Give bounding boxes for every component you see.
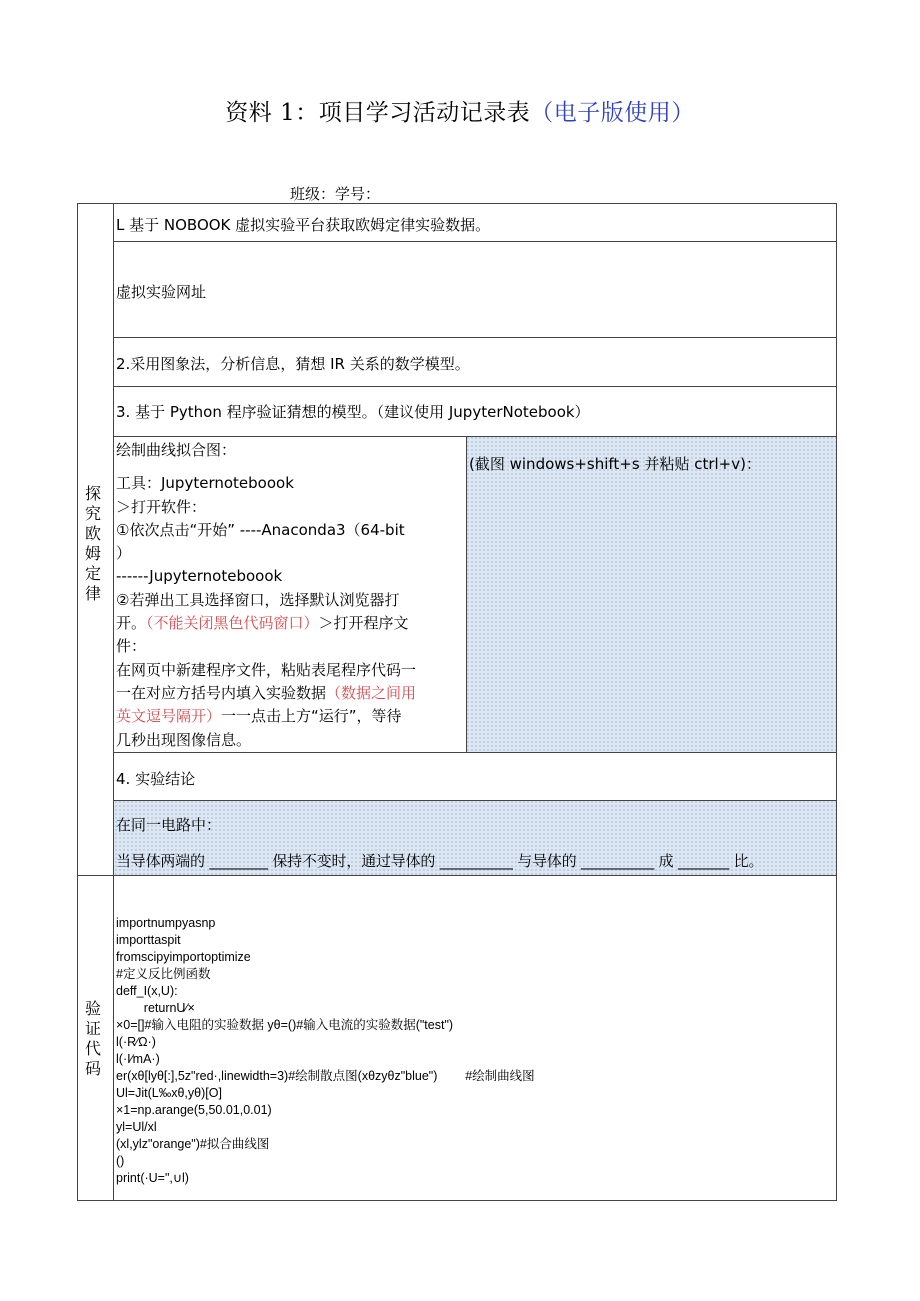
title-main: 资料 1：项目学习活动记录表 [225, 100, 531, 126]
code-line: importtaspit [116, 933, 181, 947]
instr-line-2: 工具：Jupyternoteboook [116, 474, 294, 493]
code-line: returnU∕× [116, 1001, 195, 1015]
code-line: fromscipyimportoptimize [116, 950, 251, 964]
instr-line-3: ＞打开软件： [116, 497, 207, 516]
instructions-block [116, 439, 466, 751]
code-line: ×0=[]#输入电阻的实验数据 yθ=()#输入电流的实验数据("test") [116, 1018, 454, 1032]
instr-line-8c: ＞打开程序文 [318, 614, 409, 633]
instr-line-7: ②若弹出工具选择窗口，选择默认浏览器打 [116, 590, 400, 609]
class-id-line: 班级：学号： [290, 185, 381, 203]
section-label-explore-text: 探究欧姆定律 [84, 484, 101, 603]
code-line: er(xθ[lyθ[:],5z"red·,linewidth=3)#绘制散点图(xθzyθz"blue") #绘制曲线图 [116, 1069, 535, 1083]
instr-line-11a: 一在对应方括号内填入实验数据 [116, 683, 327, 702]
code-line: importnumpyasnp [116, 916, 216, 930]
instr-line-6: ------Jupyternoteboook [116, 567, 283, 586]
instr-line-9: 件： [116, 637, 147, 656]
section-label-explore [81, 484, 105, 604]
instr-line-8a: 开。 [116, 614, 147, 633]
instr-line-12-note: 英文逗号隔开） [116, 707, 222, 726]
instr-line-8 [116, 612, 466, 635]
section-label-code [81, 999, 105, 1079]
instr-line-12b: 一一点击上方“运行”，等待 [221, 707, 402, 726]
code-line: print(·U=",∪l) [116, 1171, 189, 1185]
instr-line-12 [116, 705, 466, 728]
code-line: ×1=np.arange(5,50.01,0.01) [116, 1103, 272, 1117]
python-code-block [116, 915, 535, 1187]
section-label-code-text: 验证代码 [84, 999, 101, 1078]
row-step4: 4. 实验结论 [116, 770, 196, 788]
instr-line-10: 在网页中新建程序文件，粘贴表尾程序代码一 [116, 660, 417, 679]
code-line: l(·I∕mA·) [116, 1052, 160, 1066]
code-line: #定义反比例函数 [116, 967, 211, 981]
code-line: deff_I(x,U): [116, 984, 178, 998]
screenshot-hint: (截图 windows+shift+s 并粘贴 ctrl+v)： [469, 455, 761, 473]
row-lab-url[interactable]: 虚拟实验网址 [116, 283, 207, 301]
instr-line-5: ） [116, 544, 132, 563]
instr-line-4: ①依次点击“开始” ----Anaconda3（64-bit [116, 520, 405, 539]
title-sub: （电子版使用） [530, 100, 695, 126]
code-line: () [116, 1154, 125, 1168]
code-line: Ul=Jit(L‰xθ,yθ)[O] [116, 1086, 222, 1100]
code-line: l(·R∕Ω·) [116, 1035, 156, 1049]
instr-line-13: 几秒出现图像信息。 [116, 730, 252, 749]
instr-line-11 [116, 682, 466, 705]
row-step1: L 基于 NOBOOK 虚拟实验平台获取欧姆定律实验数据。 [116, 216, 491, 234]
conclusion-line-2[interactable]: 当导体两端的 ________ 保持不变时，通过导体的 __________ 与导体的 __________ 成 _______ 比。 [116, 852, 764, 870]
instr-line-1: 绘制曲线拟合图： [116, 441, 237, 459]
row-step3: 3. 基于 Python 程序验证猜想的模型。（建议使用 JupyterNotebook） [116, 403, 590, 421]
code-line: yl=Ul/xl [116, 1120, 157, 1134]
row-step2: 2.采用图象法，分析信息，猜想 IR 关系的数学模型。 [116, 355, 470, 373]
instr-line-11-note: （数据之间用 [326, 683, 417, 702]
conclusion-line-1: 在同一电路中： [116, 816, 222, 834]
instr-line-8-warning: （不能关闭黑色代码窗口） [146, 614, 319, 633]
code-line: (xl,ylz"orange")#拟合曲线图 [116, 1137, 270, 1151]
screenshot-paste-area[interactable] [466, 436, 836, 752]
page-title [0, 94, 920, 127]
